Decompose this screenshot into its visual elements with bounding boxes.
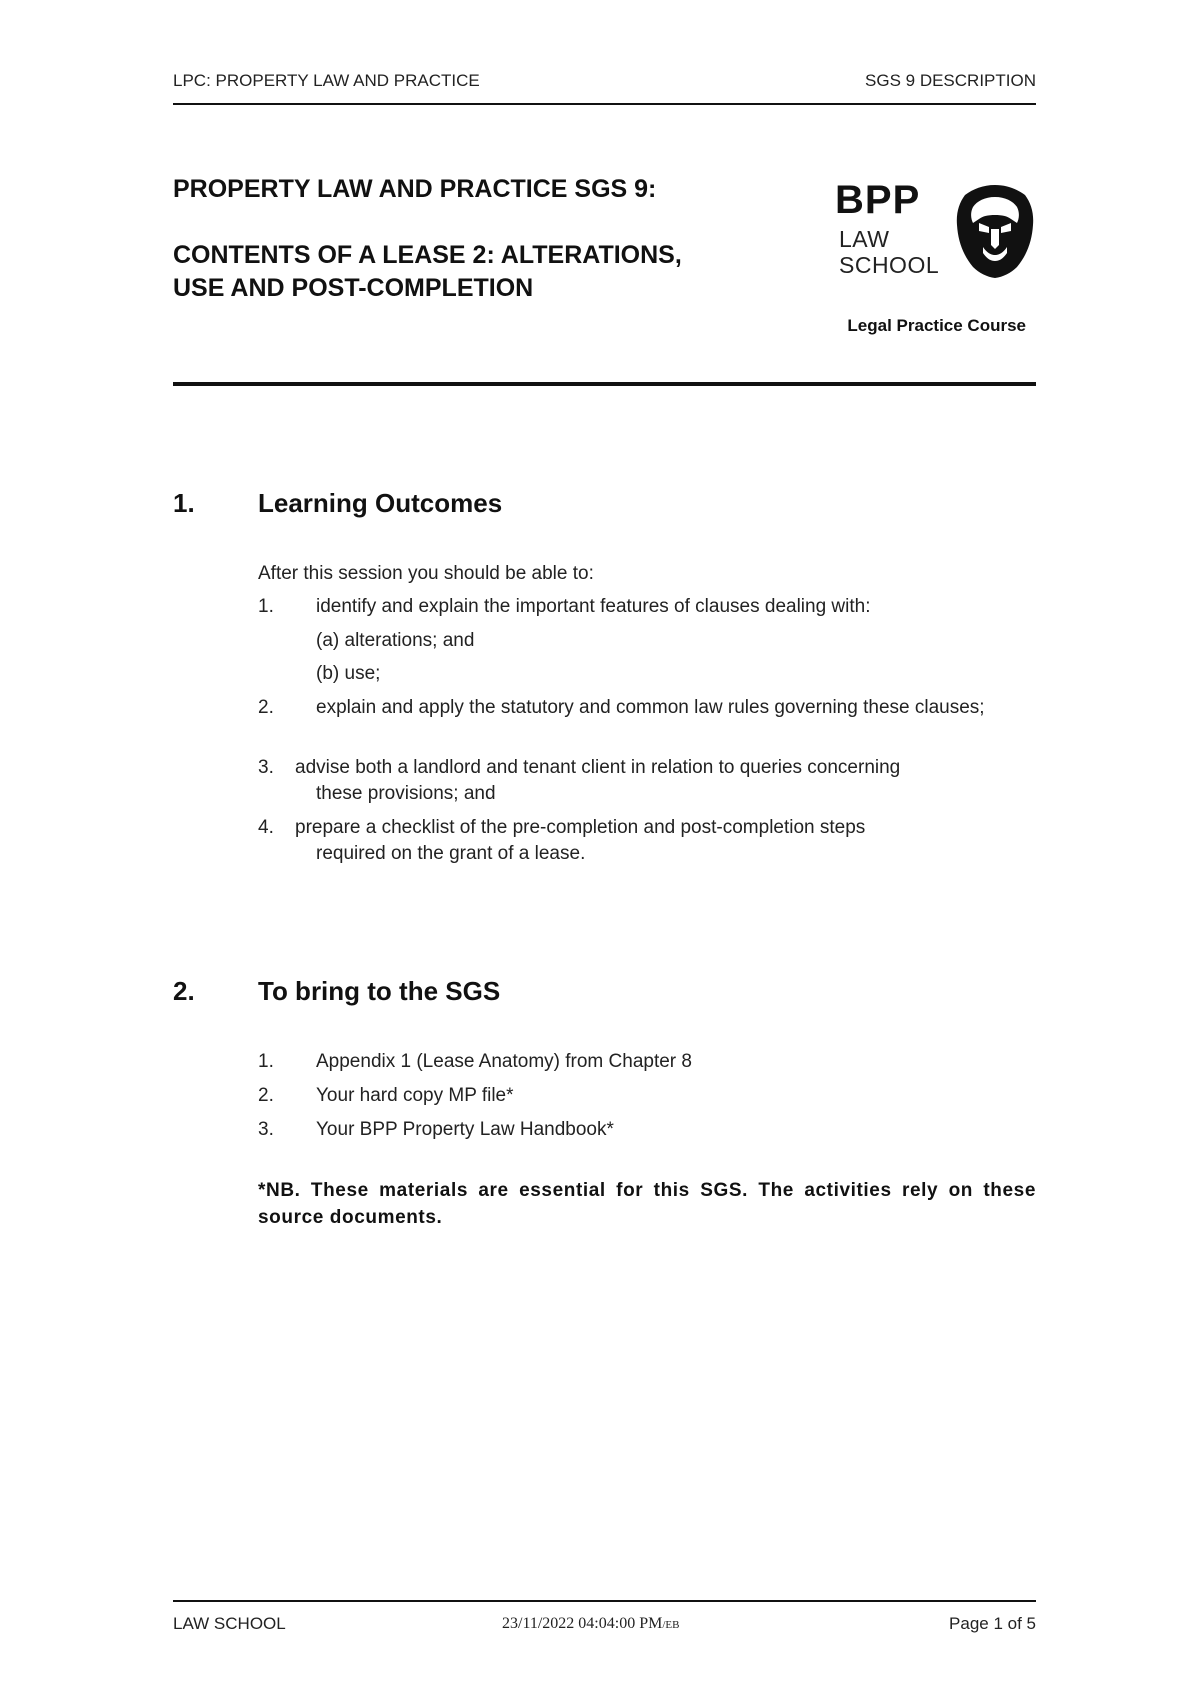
running-header-left: LPC: PROPERTY LAW AND PRACTICE xyxy=(173,71,480,90)
list-item-text xyxy=(295,815,1036,867)
document-subtitle-line-2: USE AND POST-COMPLETION xyxy=(173,274,534,302)
footer-left: LAW SCHOOL xyxy=(173,1614,286,1633)
title-rule xyxy=(173,382,1036,386)
list-item-text: Your BPP Property Law Handbook* xyxy=(316,1119,614,1140)
section-title-to-bring: To bring to the SGS xyxy=(258,976,501,1006)
course-label: Legal Practice Course xyxy=(847,316,1026,335)
list-item-text-first: advise both a landlord and tenant client in relation to queries concerning xyxy=(295,757,901,778)
section-number: 1. xyxy=(173,488,195,518)
running-header-right: SGS 9 DESCRIPTION xyxy=(865,71,1036,90)
list-item-number: 3. xyxy=(258,757,274,778)
lion-head-icon xyxy=(955,183,1035,279)
logo-brand: BPP xyxy=(835,178,921,222)
page-number: Page 1 of 5 xyxy=(949,1614,1036,1633)
list-item-text xyxy=(295,755,1036,807)
list-item-number: 4. xyxy=(258,817,274,838)
list-item-text: Appendix 1 (Lease Anatomy) from Chapter 8 xyxy=(316,1051,692,1072)
list-item-text-first: prepare a checklist of the pre-completion and post-completion steps xyxy=(295,817,866,838)
footer-timestamp-suffix: /EB xyxy=(662,1619,680,1631)
list-item-number: 1. xyxy=(258,596,274,617)
footer-timestamp xyxy=(502,1615,679,1633)
nb-note: *NB. These materials are essential for this SGS. The activities rely on these source documents. xyxy=(258,1180,1036,1228)
section-number: 2. xyxy=(173,976,195,1006)
list-item-text: Your hard copy MP file* xyxy=(316,1085,514,1106)
list-subitem-text: (b) use; xyxy=(316,663,381,684)
section-intro: After this session you should be able to: xyxy=(258,563,594,584)
list-item-number: 1. xyxy=(258,1051,274,1072)
list-item-number: 2. xyxy=(258,1085,274,1106)
logo-line-law: LAW xyxy=(839,226,890,252)
list-subitem-text: (a) alterations; and xyxy=(316,630,475,651)
document-title: PROPERTY LAW AND PRACTICE SGS 9: xyxy=(173,175,657,203)
list-item-number: 3. xyxy=(258,1119,274,1140)
logo-line-school: SCHOOL xyxy=(839,252,940,278)
footer-rule xyxy=(173,1600,1036,1602)
footer-timestamp-main: 23/11/2022 04:04:00 PM xyxy=(502,1615,663,1632)
list-item-text: explain and apply the statutory and common law rules governing these clauses; xyxy=(316,697,985,718)
document-subtitle-line-1: CONTENTS OF A LEASE 2: ALTERATIONS, xyxy=(173,241,682,269)
header-rule xyxy=(173,103,1036,105)
list-item-text: identify and explain the important features of clauses dealing with: xyxy=(316,596,871,617)
list-item-text-continued: required on the grant of a lease. xyxy=(316,843,586,864)
list-item-text-continued: these provisions; and xyxy=(316,783,496,804)
section-title-learning-outcomes: Learning Outcomes xyxy=(258,488,503,518)
list-item-number: 2. xyxy=(258,697,274,718)
